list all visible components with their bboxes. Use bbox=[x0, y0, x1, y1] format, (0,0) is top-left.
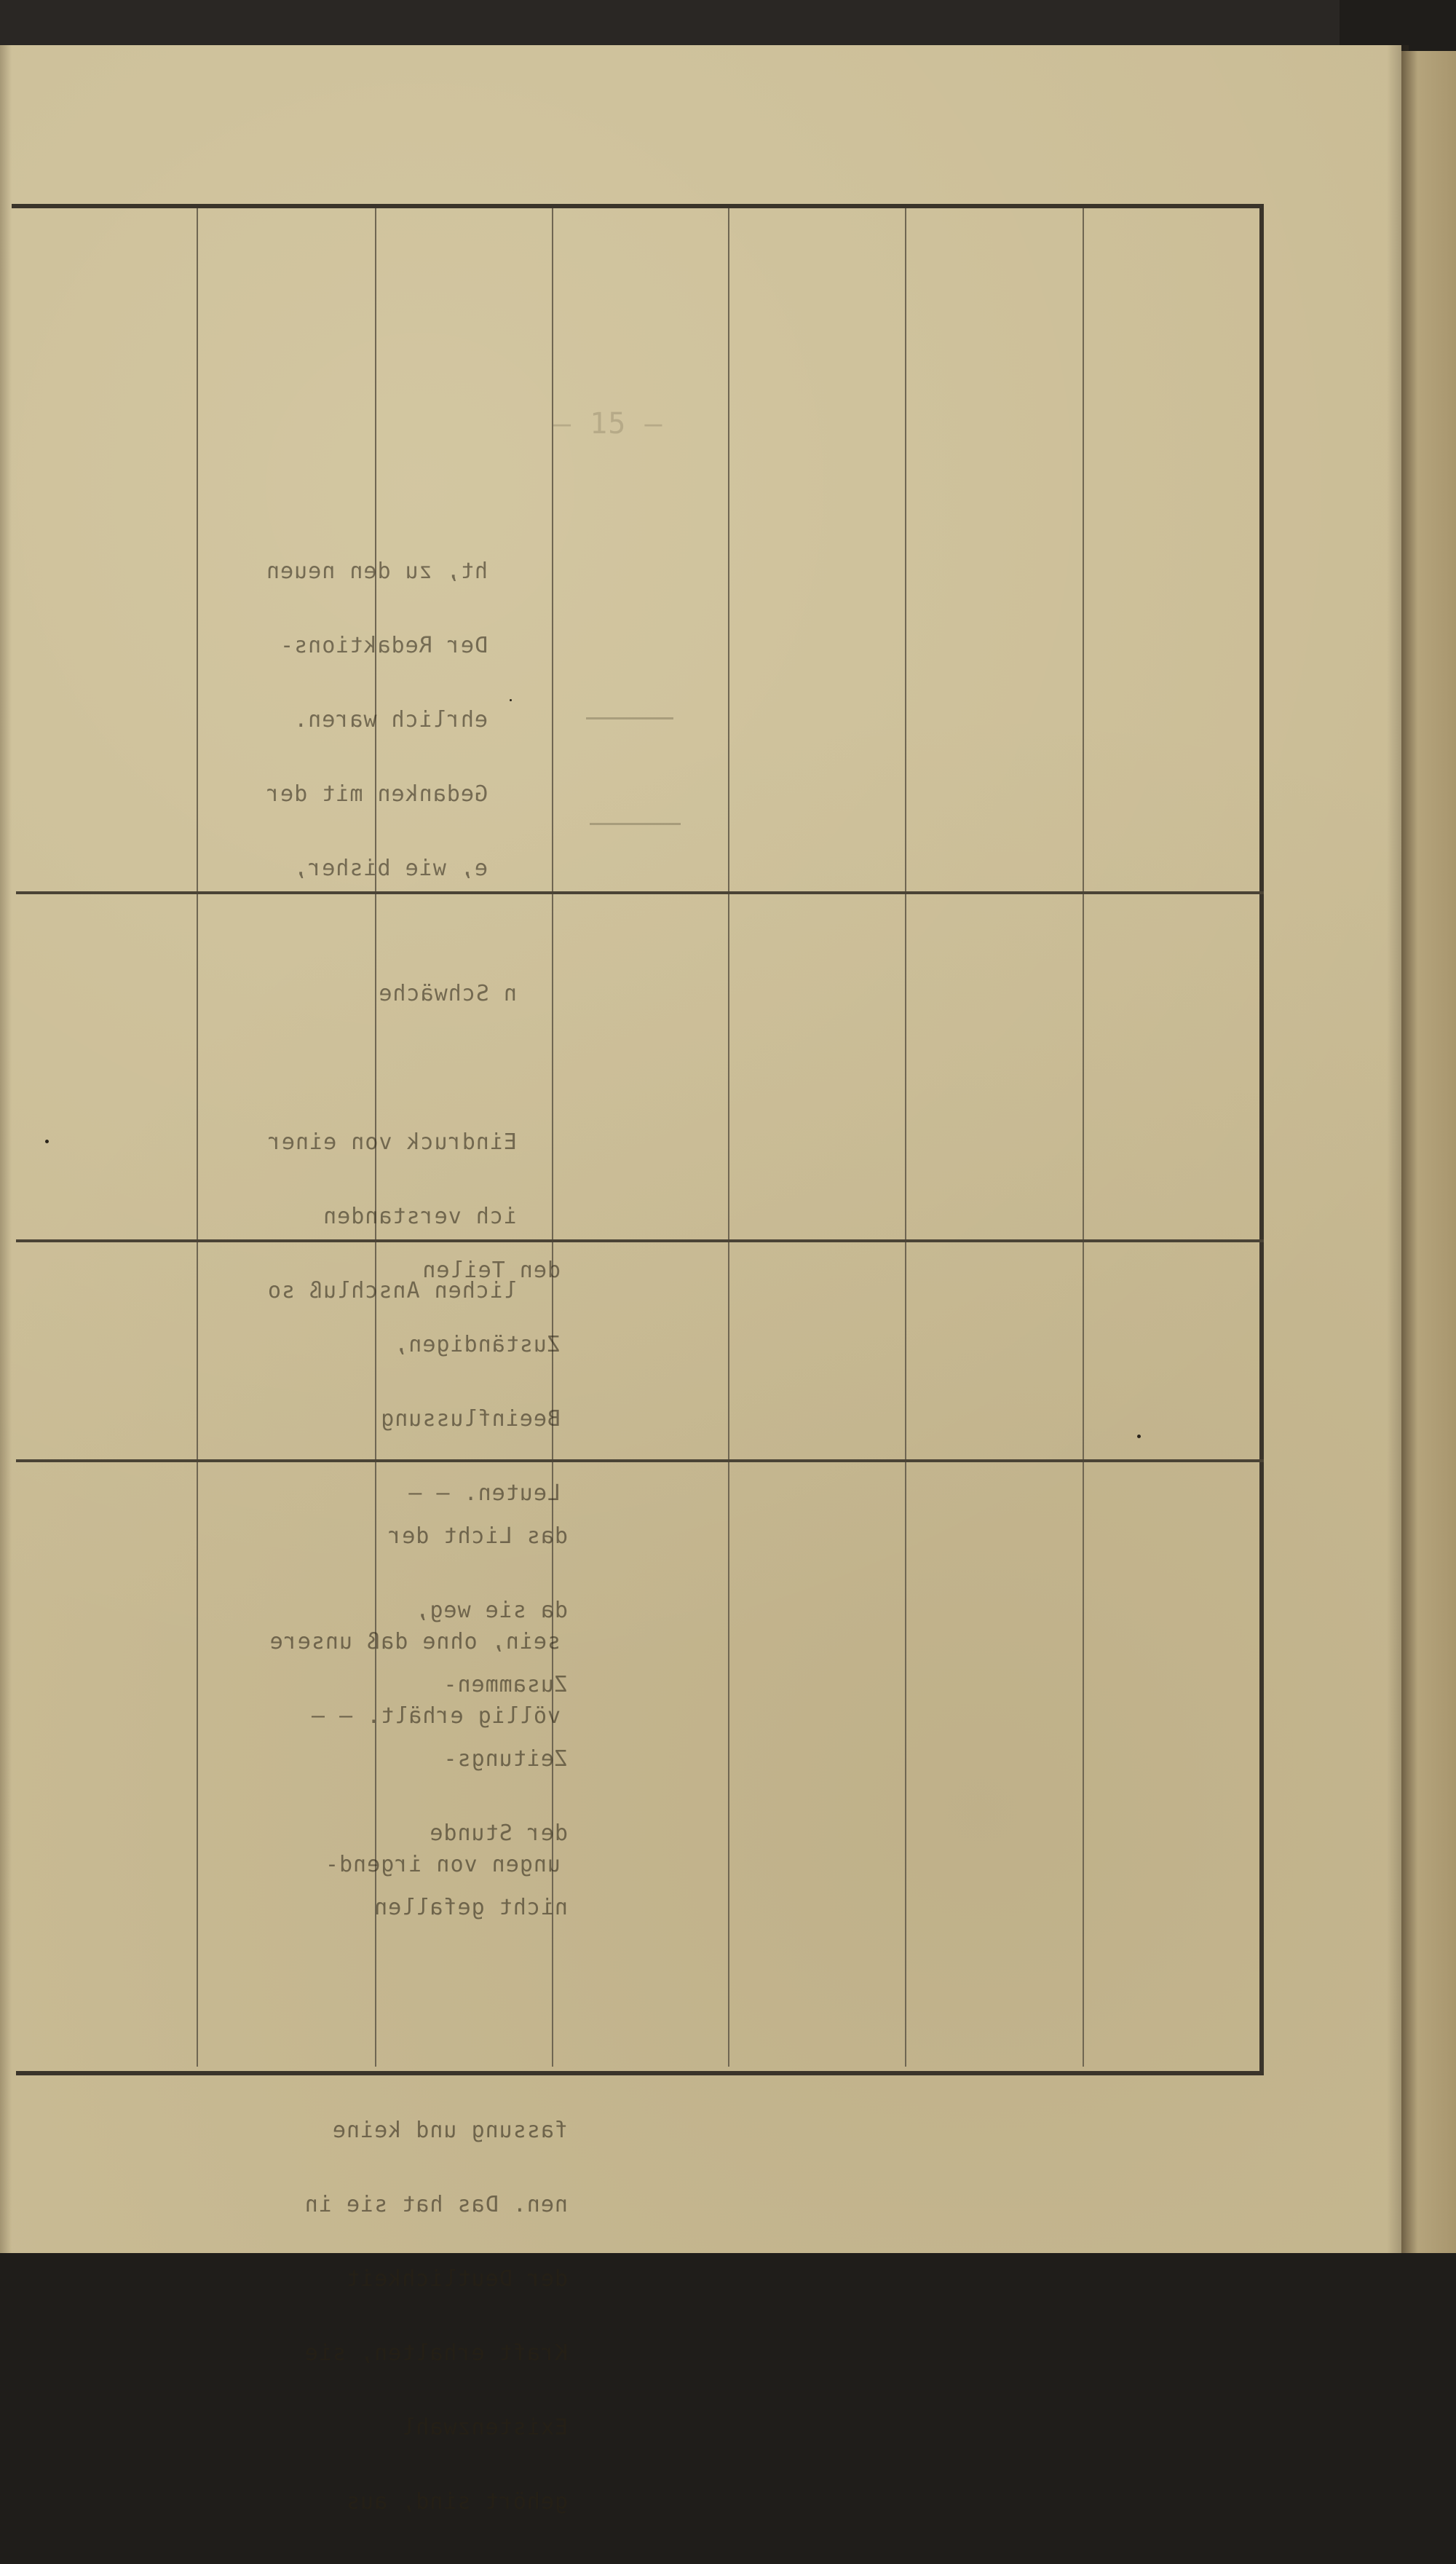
bleed-through-line: sein, ohne daß unsere bbox=[269, 1629, 561, 1654]
row-rule bbox=[16, 1459, 1264, 1462]
bleed-through-line: ht, zu den neuen bbox=[266, 559, 488, 584]
bleed-through-line: Zuständigen, bbox=[394, 1332, 561, 1357]
adjacent-page-edge bbox=[1401, 51, 1456, 2253]
bleed-through-line: gehört sind, aus bbox=[346, 2489, 568, 2514]
ghost-rule bbox=[590, 823, 681, 825]
bleed-through-text-block-1 bbox=[146, 510, 488, 931]
ink-speck bbox=[1137, 1435, 1141, 1438]
bleed-through-line: Zusammen- bbox=[443, 1672, 568, 1697]
bleed-through-line bbox=[218, 2044, 568, 2069]
bleed-through-line: Der Redaktions- bbox=[280, 633, 488, 658]
bleed-through-line: den Teilen bbox=[422, 1258, 561, 1283]
bleed-through-line: der Stunde bbox=[429, 1821, 568, 1846]
bleed-through-line: Gedanken mit der bbox=[266, 781, 488, 807]
bleed-through-line: Existenzwahl bbox=[401, 2415, 568, 2440]
bleed-through-line: völlig erhält. — — bbox=[310, 1703, 561, 1729]
bleed-through-line: nicht gefallen bbox=[373, 1895, 568, 1920]
ghost-rule bbox=[586, 717, 673, 719]
bleed-through-line: das Licht der bbox=[387, 1523, 568, 1549]
bleed-through-line: lichen Anschluß so bbox=[266, 1278, 517, 1303]
column-rule bbox=[905, 208, 906, 2067]
scan-backdrop bbox=[0, 0, 1340, 51]
bleed-through-line: ich verstanden bbox=[323, 1204, 517, 1229]
bleed-through-line: Eindruck von einer bbox=[266, 1129, 517, 1155]
ink-speck bbox=[45, 1140, 49, 1143]
bleed-through-line: Beeinflussung bbox=[380, 1406, 561, 1432]
bleed-through-line: ehrlich waren. bbox=[293, 707, 488, 733]
column-rule bbox=[1083, 208, 1084, 2067]
sheet-edge-shadow bbox=[0, 45, 12, 2253]
bleed-through-line: Kraft erhalten, sie bbox=[304, 2340, 568, 2366]
bleed-through-line: Leuten. — — bbox=[408, 1480, 561, 1506]
column-rule bbox=[728, 208, 729, 2067]
bleed-through-line: n Schwäche bbox=[378, 981, 517, 1006]
ghost-page-number: — 15 — bbox=[553, 407, 663, 441]
bleed-through-line: fassung und keine bbox=[331, 2118, 568, 2143]
bleed-through-line: nen. Das hat sie in bbox=[304, 2192, 568, 2217]
bleed-through-line bbox=[218, 1970, 568, 1995]
bleed-through-line: der Deutlichkeit bbox=[346, 2266, 568, 2292]
bleed-through-line: ungen von irgend- bbox=[324, 1852, 561, 1877]
ink-speck bbox=[510, 699, 512, 701]
bleed-through-line bbox=[182, 1056, 517, 1081]
bleed-through-line: e, wie bisher, bbox=[293, 856, 488, 881]
bleed-through-text-block-4 bbox=[218, 1475, 568, 2564]
bleed-through-line: Zeitungs- bbox=[443, 1746, 568, 1772]
bleed-through-line: da sie weg, bbox=[415, 1598, 568, 1623]
